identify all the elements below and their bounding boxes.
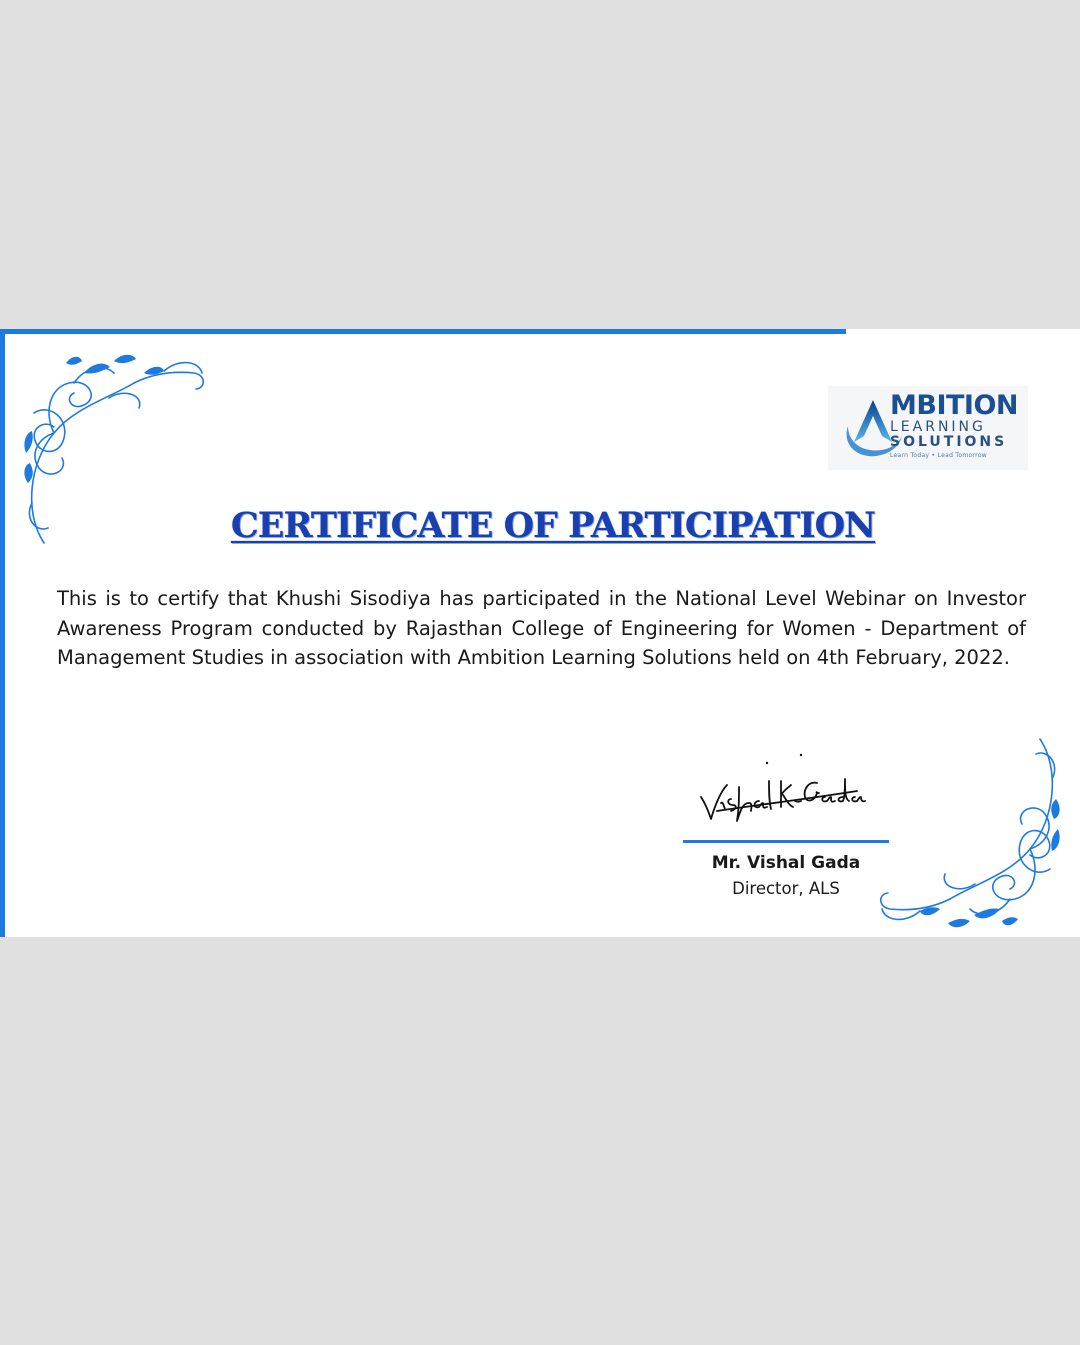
logo-text [890, 392, 1018, 459]
frame-top-border [0, 329, 846, 334]
frame-left-border [0, 704, 5, 937]
signatory-name: Mr. Vishal Gada [711, 853, 861, 873]
signatory-role: Director, ALS [732, 879, 840, 898]
logo-tagline: Learn Today • Lead Tomorrow [890, 452, 987, 459]
signature-image [697, 747, 867, 827]
signature-line [683, 840, 889, 843]
logo-line3: SOLUTIONS [890, 434, 1008, 450]
certificate [0, 329, 1080, 937]
bottom-right-ornament [870, 729, 1070, 929]
logo-line1: MBITION [890, 390, 1019, 421]
logo-line2: LEARNING [890, 419, 986, 435]
ambition-learning-solutions-logo [828, 386, 1028, 470]
certificate-body: This is to certify that Khushi Sisodiya has participated in the National Level Webinar on Investor Awareness Program conducted by Rajasthan College of Engineering for Women - Department of Management Studies in association with Ambition Learning Solutions held on 4th February, 2022. [57, 587, 1026, 669]
certificate-title [0, 505, 1080, 546]
certificate-title-text: CERTIFICATE OF PARTICIPATION [230, 505, 876, 546]
